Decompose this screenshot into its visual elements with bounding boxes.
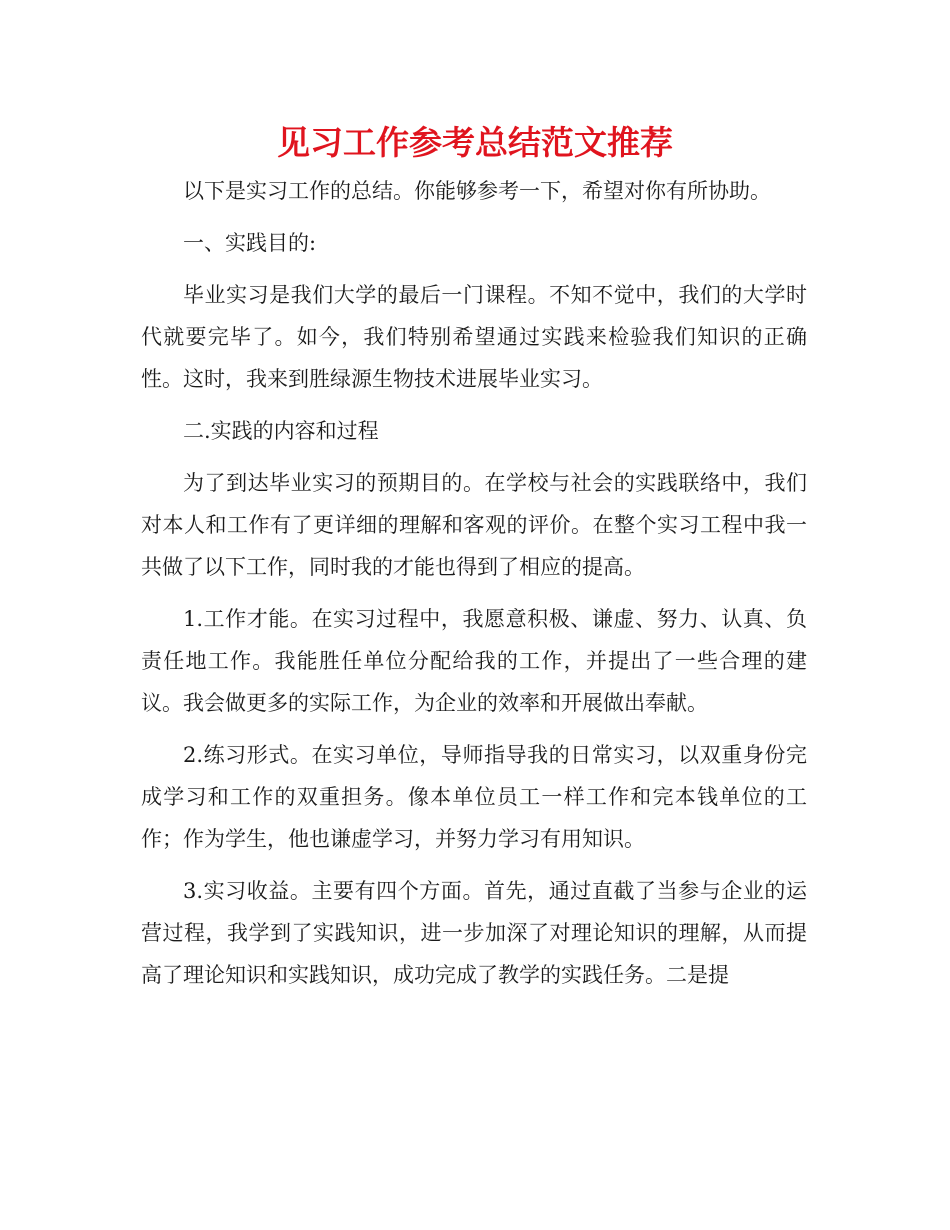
paragraph-purpose: 毕业实习是我们大学的最后一门课程。不知不觉中，我们的大学时代就要完毕了。如今，我们特别希望通过实践来检验我们知识的正确性。这时，我来到胜绿源生物技术进展毕业实习。 xyxy=(141,283,807,391)
paragraph-item-3: 3.实习收益。主要有四个方面。首先，通过直截了当参与企业的运营过程，我学到了实践知识，进一步加深了对理论知识的理解，从而提高了理论知识和实践知识，成功完成了教学的实践任务。二是提 xyxy=(141,879,807,987)
document-title: 见习工作参考总结范文推荐 xyxy=(277,123,673,162)
document-body xyxy=(141,170,807,1006)
heading-practice-purpose: 一、实践目的: xyxy=(183,231,317,255)
paragraph-item-2: 2.练习形式。在实习单位，导师指导我的日常实习，以双重身份完成学习和工作的双重担务。像本单位员工一样工作和完本钱单位的工作；作为学生，他也谦虚学习，并努力学习有用知识。 xyxy=(141,743,807,851)
paragraph-item-1: 1.工作才能。在实习过程中，我愿意积极、谦虚、努力、认真、负责任地工作。我能胜任单位分配给我的工作，并提出了一些合理的建议。我会做更多的实际工作，为企业的效率和开展做出奉献。 xyxy=(141,607,807,715)
paragraph-content: 为了到达毕业实习的预期目的。在学校与社会的实践联络中，我们对本人和工作有了更详细的理解和客观的评价。在整个实习工程中我一共做了以下工作，同时我的才能也得到了相应的提高。 xyxy=(141,471,807,579)
paragraph-intro: 以下是实习工作的总结。你能够参考一下，希望对你有所协助。 xyxy=(183,179,771,203)
heading-practice-content: 二.实践的内容和过程 xyxy=(183,419,379,443)
